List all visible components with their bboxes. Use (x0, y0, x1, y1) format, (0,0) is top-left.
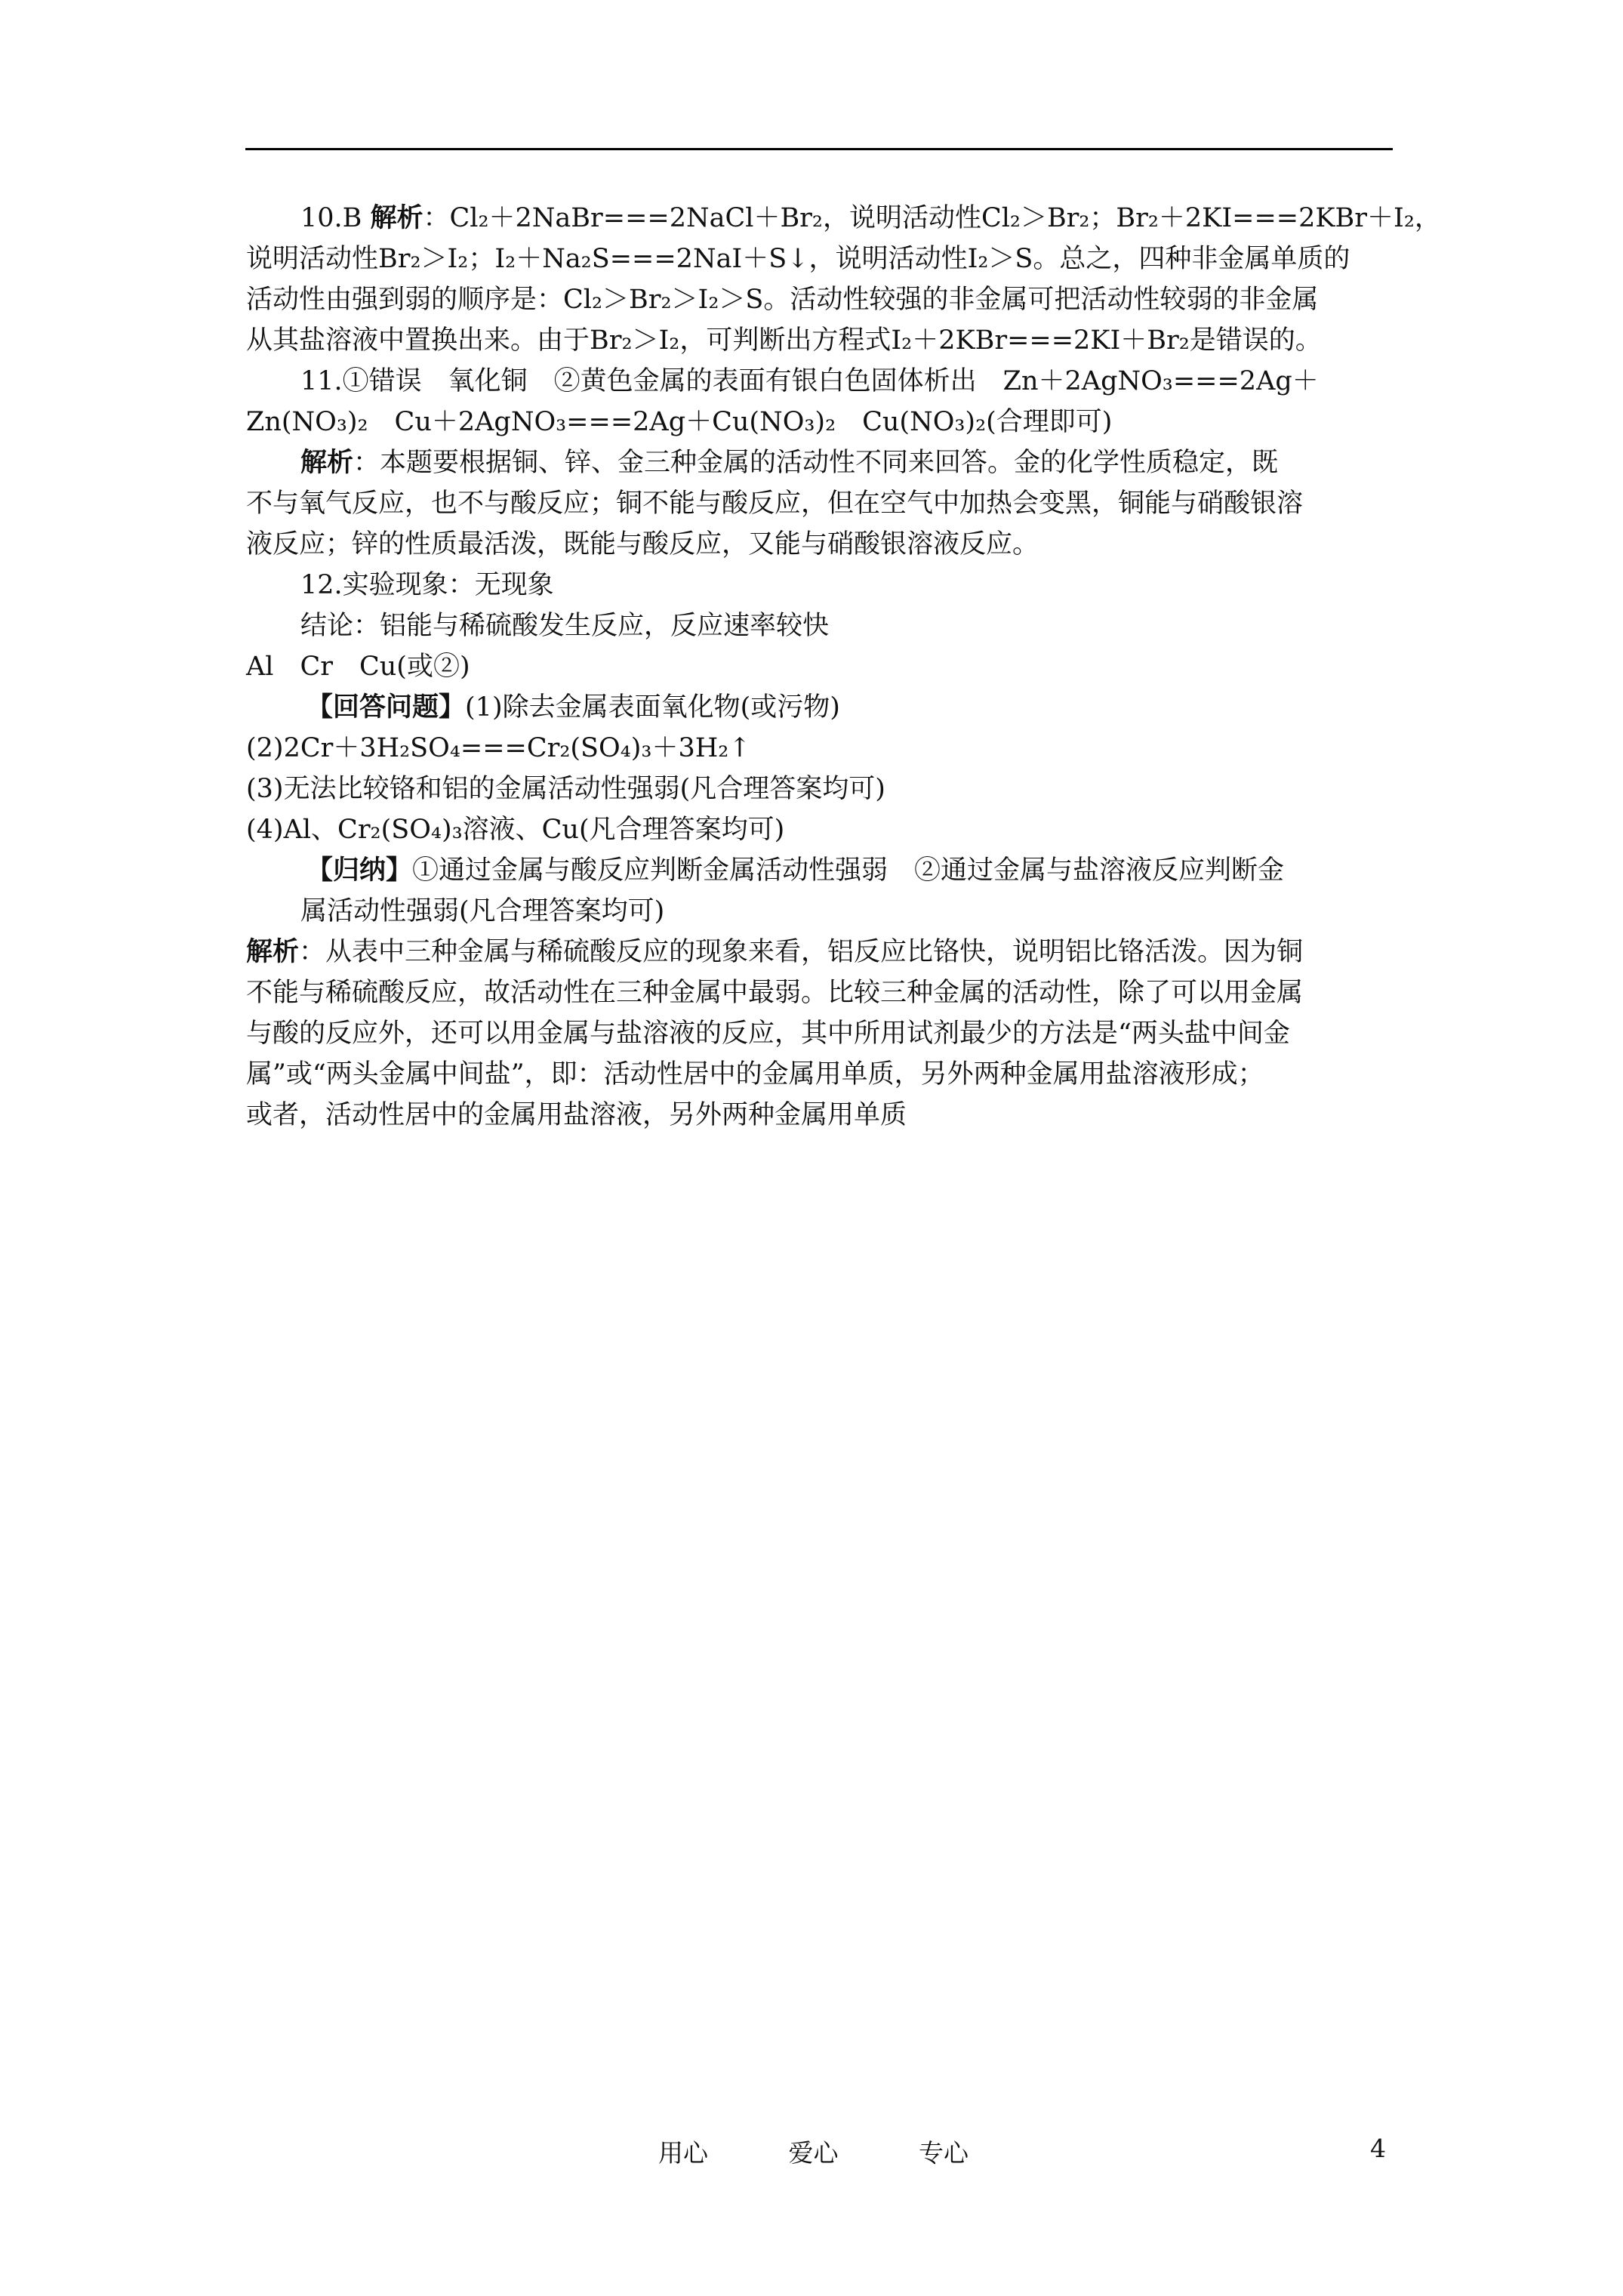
text-line (246, 932, 1392, 972)
text-line (246, 524, 1392, 565)
text-line (246, 891, 1392, 932)
footer-motto-3: 专心 (919, 2138, 969, 2168)
bold-label: 【归纳】 (306, 855, 413, 886)
text-run: 属”或“两头金属中间盐”，即：活动性居中的金属用单质，另外两种金属用盐溶液形成； (246, 1059, 1264, 1089)
text-run: 与酸的反应外，还可以用金属与盐溶液的反应，其中所用试剂最少的方法是“两头盐中间金 (246, 1019, 1290, 1049)
text-run: 或者，活动性居中的金属用盐溶液，另外两种金属用单质 (246, 1100, 907, 1130)
text-line (246, 972, 1392, 1013)
text-line (246, 483, 1392, 524)
text-line (246, 850, 1392, 891)
text-line (246, 402, 1392, 442)
footer-motto (658, 2134, 1041, 2169)
text-line (246, 279, 1392, 320)
text-run: 11.①错误 氧化铜 ②黄色金属的表面有银白色固体析出 Zn＋2AgNO₃===2Ag＋ (300, 366, 1319, 396)
text-line (246, 320, 1392, 361)
text-run: 不能与稀硫酸反应，故活动性在三种金属中最弱。比较三种金属的活动性，除了可以用金属 (246, 978, 1304, 1008)
text-line (246, 442, 1392, 483)
text-line (246, 1054, 1392, 1095)
text-run: ①通过金属与酸反应判断金属活动性强弱 ②通过金属与盐溶液反应判断金 (412, 855, 1285, 886)
text-run: (4)Al、Cr₂(SO₄)₃溶液、Cu(凡合理答案均可) (246, 815, 785, 845)
footer-motto-1: 用心 (658, 2138, 708, 2168)
text-run: 结论：铝能与稀硫酸发生反应，反应速率较快 (300, 611, 830, 641)
bold-label: 解析 (246, 936, 300, 967)
answer-content (246, 198, 1441, 1136)
text-run: 12.实验现象：无现象 (300, 570, 554, 600)
text-line (246, 728, 1392, 769)
bold-label: 解析 (300, 447, 354, 478)
text-run: ：从表中三种金属与稀硫酸反应的现象来看，铝反应比铬快，说明铝比铬活泼。因为铜 (299, 937, 1304, 967)
text-line (246, 646, 1392, 687)
text-line (246, 1095, 1392, 1136)
text-run: 说明活动性Br₂＞I₂；I₂＋Na₂S===2NaI＋S↓，说明活动性I₂＞S。总之，四种非金属单质的 (246, 244, 1350, 274)
text-line (246, 606, 1392, 646)
text-run: (2)2Cr＋3H₂SO₄===Cr₂(SO₄)₃＋3H₂↑ (246, 733, 751, 763)
text-run: (1)除去金属表面氧化物(或污物) (465, 692, 840, 723)
text-line (246, 687, 1392, 728)
footer-motto-2: 爱心 (788, 2138, 839, 2168)
text-line (246, 239, 1392, 279)
text-run: ：本题要根据铜、锌、金三种金属的活动性不同来回答。金的化学性质稳定，既 (353, 448, 1279, 478)
text-run: 液反应；锌的性质最活泼，既能与酸反应，又能与硝酸银溶液反应。 (246, 529, 1039, 559)
text-run: Zn(NO₃)₂ Cu＋2AgNO₃===2Ag＋Cu(NO₃)₂ Cu(NO₃)₂(合理即可) (246, 407, 1113, 437)
text-line (246, 769, 1392, 809)
bold-label: 【回答问题】 (306, 692, 466, 723)
text-run: 10.B (300, 203, 371, 233)
header-rule (245, 148, 1393, 150)
text-run: 从其盐溶液中置换出来。由于Br₂＞I₂，可判断出方程式I₂＋2KBr===2KI＋Br₂是错误的。 (246, 325, 1322, 356)
text-line (246, 565, 1392, 606)
text-line (246, 1013, 1392, 1054)
text-line (246, 809, 1392, 850)
text-line (246, 361, 1392, 402)
bold-label: 解析 (370, 202, 423, 233)
text-run: ：Cl₂＋2NaBr===2NaCl＋Br₂，说明活动性Cl₂＞Br₂；Br₂＋2KI===2KBr＋I₂， (423, 203, 1441, 233)
text-run: (3)无法比较铬和铝的金属活动性强弱(凡合理答案均可) (246, 774, 885, 804)
text-line (246, 198, 1441, 239)
page-number: 4 (1370, 2134, 1386, 2163)
text-run: Al Cr Cu(或②) (246, 652, 470, 682)
page-footer (0, 2134, 1623, 2171)
text-run: 不与氧气反应，也不与酸反应；铜不能与酸反应，但在空气中加热会变黑，铜能与硝酸银溶 (246, 488, 1304, 519)
text-run: 属活动性强弱(凡合理答案均可) (300, 896, 665, 926)
text-run: 活动性由强到弱的顺序是：Cl₂＞Br₂＞I₂＞S。活动性较强的非金属可把活动性较弱的非金属 (246, 285, 1319, 315)
